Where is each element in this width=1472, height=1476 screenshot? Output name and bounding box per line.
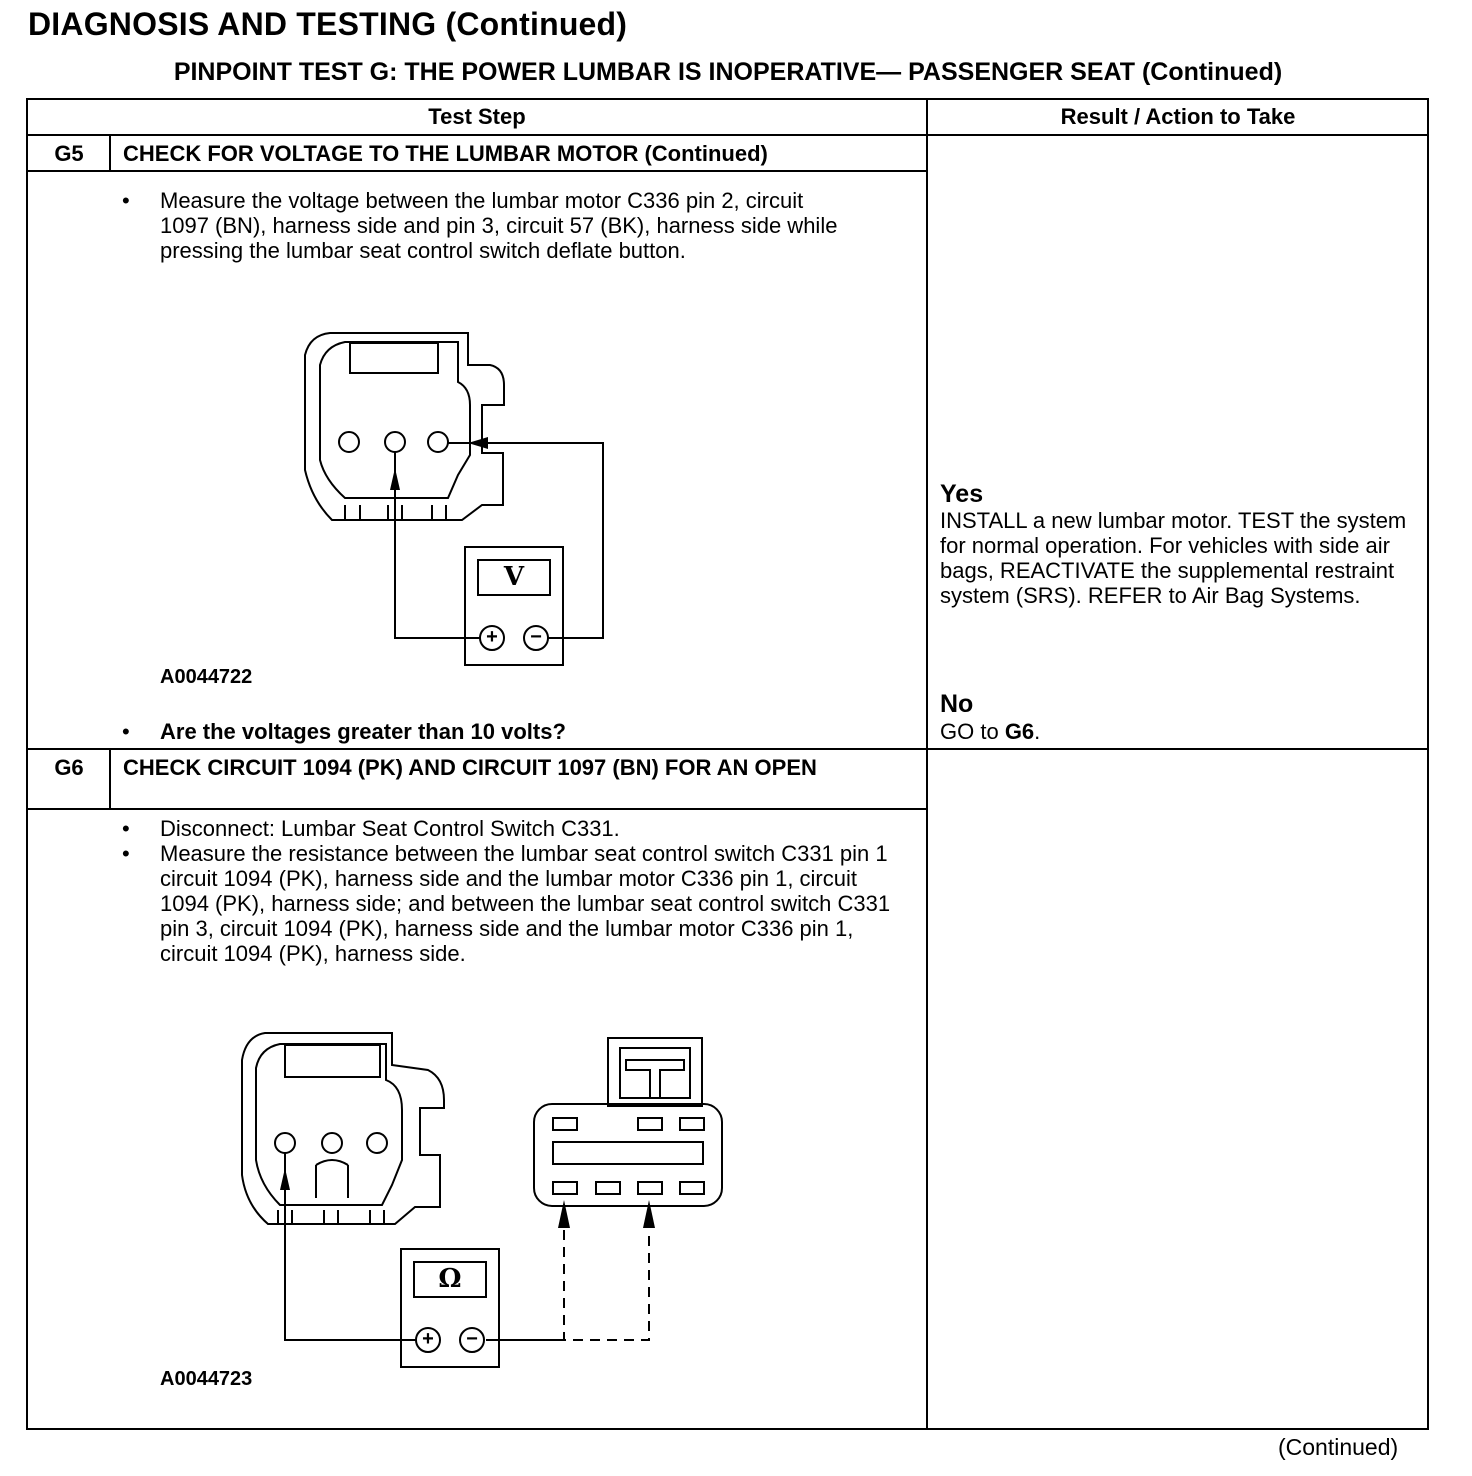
- minus-sign: −: [466, 1328, 478, 1350]
- connector-latch: [285, 1045, 380, 1077]
- column-header-test-step: Test Step: [428, 104, 526, 129]
- jumper-wire: [564, 1230, 649, 1340]
- bullet: •: [122, 188, 130, 213]
- step-id: G6: [54, 755, 84, 780]
- instruction-text: Measure the resistance between the lumbar seat control switch C331 pin 1 circuit 1094 (PK), harness side and the lumbar motor C336 pin 1, circuit 1094 (PK), harness side; and between the lumbar seat control switch C331 pin 3, circuit 1094 (PK), harness side and the lumbar motor C336 pin 1, circuit 1094 (PK), harness side.: [160, 841, 891, 966]
- figure-id: A0044722: [160, 666, 253, 688]
- meter-symbol: Ω: [438, 1264, 462, 1294]
- plus-sign: +: [486, 626, 498, 648]
- bullet: •: [122, 841, 130, 866]
- no-action-prefix: GO to: [940, 719, 999, 744]
- result-no-label: No: [940, 690, 974, 718]
- switch-connector-body: [534, 1104, 722, 1206]
- result-yes-action: INSTALL a new lumbar motor. TEST the system for normal operation. For vehicles with side air bags, REACTIVATE the supplemental restraint system (SRS). REFER to Air Bag Systems.: [940, 508, 1407, 608]
- instruction-text: Disconnect: Lumbar Seat Control Switch C331.: [160, 816, 620, 841]
- result-yes-label: Yes: [940, 480, 984, 508]
- bullet: •: [122, 816, 130, 841]
- page-subheading: PINPOINT TEST G: THE POWER LUMBAR IS INOPERATIVE— PASSENGER SEAT (Continued): [173, 58, 1283, 86]
- probe-tip: [558, 1200, 570, 1228]
- connector-pin: [275, 1133, 295, 1153]
- plus-sign: +: [422, 1328, 434, 1350]
- no-action-suffix: .: [1034, 719, 1041, 744]
- no-action-target[interactable]: G6: [1004, 719, 1035, 744]
- probe-tip: [643, 1200, 655, 1228]
- page-heading: DIAGNOSIS AND TESTING (Continued): [28, 6, 628, 42]
- step-title: CHECK FOR VOLTAGE TO THE LUMBAR MOTOR (Continued): [123, 141, 768, 166]
- bullet: •: [122, 719, 130, 744]
- instruction-text: Measure the voltage between the lumbar motor C336 pin 2, circuit 1097 (BN), harness side and pin 3, circuit 57 (BK), harness side while pressing the lumbar seat control switch deflate button.: [160, 188, 838, 263]
- column-header-result: Result / Action to Take: [1060, 104, 1296, 129]
- step-question: Are the voltages greater than 10 volts?: [160, 719, 566, 744]
- connector-pin: [322, 1133, 342, 1153]
- minus-sign: −: [530, 626, 542, 648]
- meter-symbol: V: [503, 562, 525, 592]
- connector-pin: [367, 1133, 387, 1153]
- probe-wire-positive: [285, 1153, 416, 1340]
- step-id: G5: [54, 141, 84, 166]
- figure-id: A0044723: [160, 1368, 253, 1390]
- continued-footer: (Continued): [1278, 1434, 1399, 1460]
- probe-tip: [280, 1168, 290, 1190]
- step-title: CHECK CIRCUIT 1094 (PK) AND CIRCUIT 1097 (BN) FOR AN OPEN: [123, 755, 817, 780]
